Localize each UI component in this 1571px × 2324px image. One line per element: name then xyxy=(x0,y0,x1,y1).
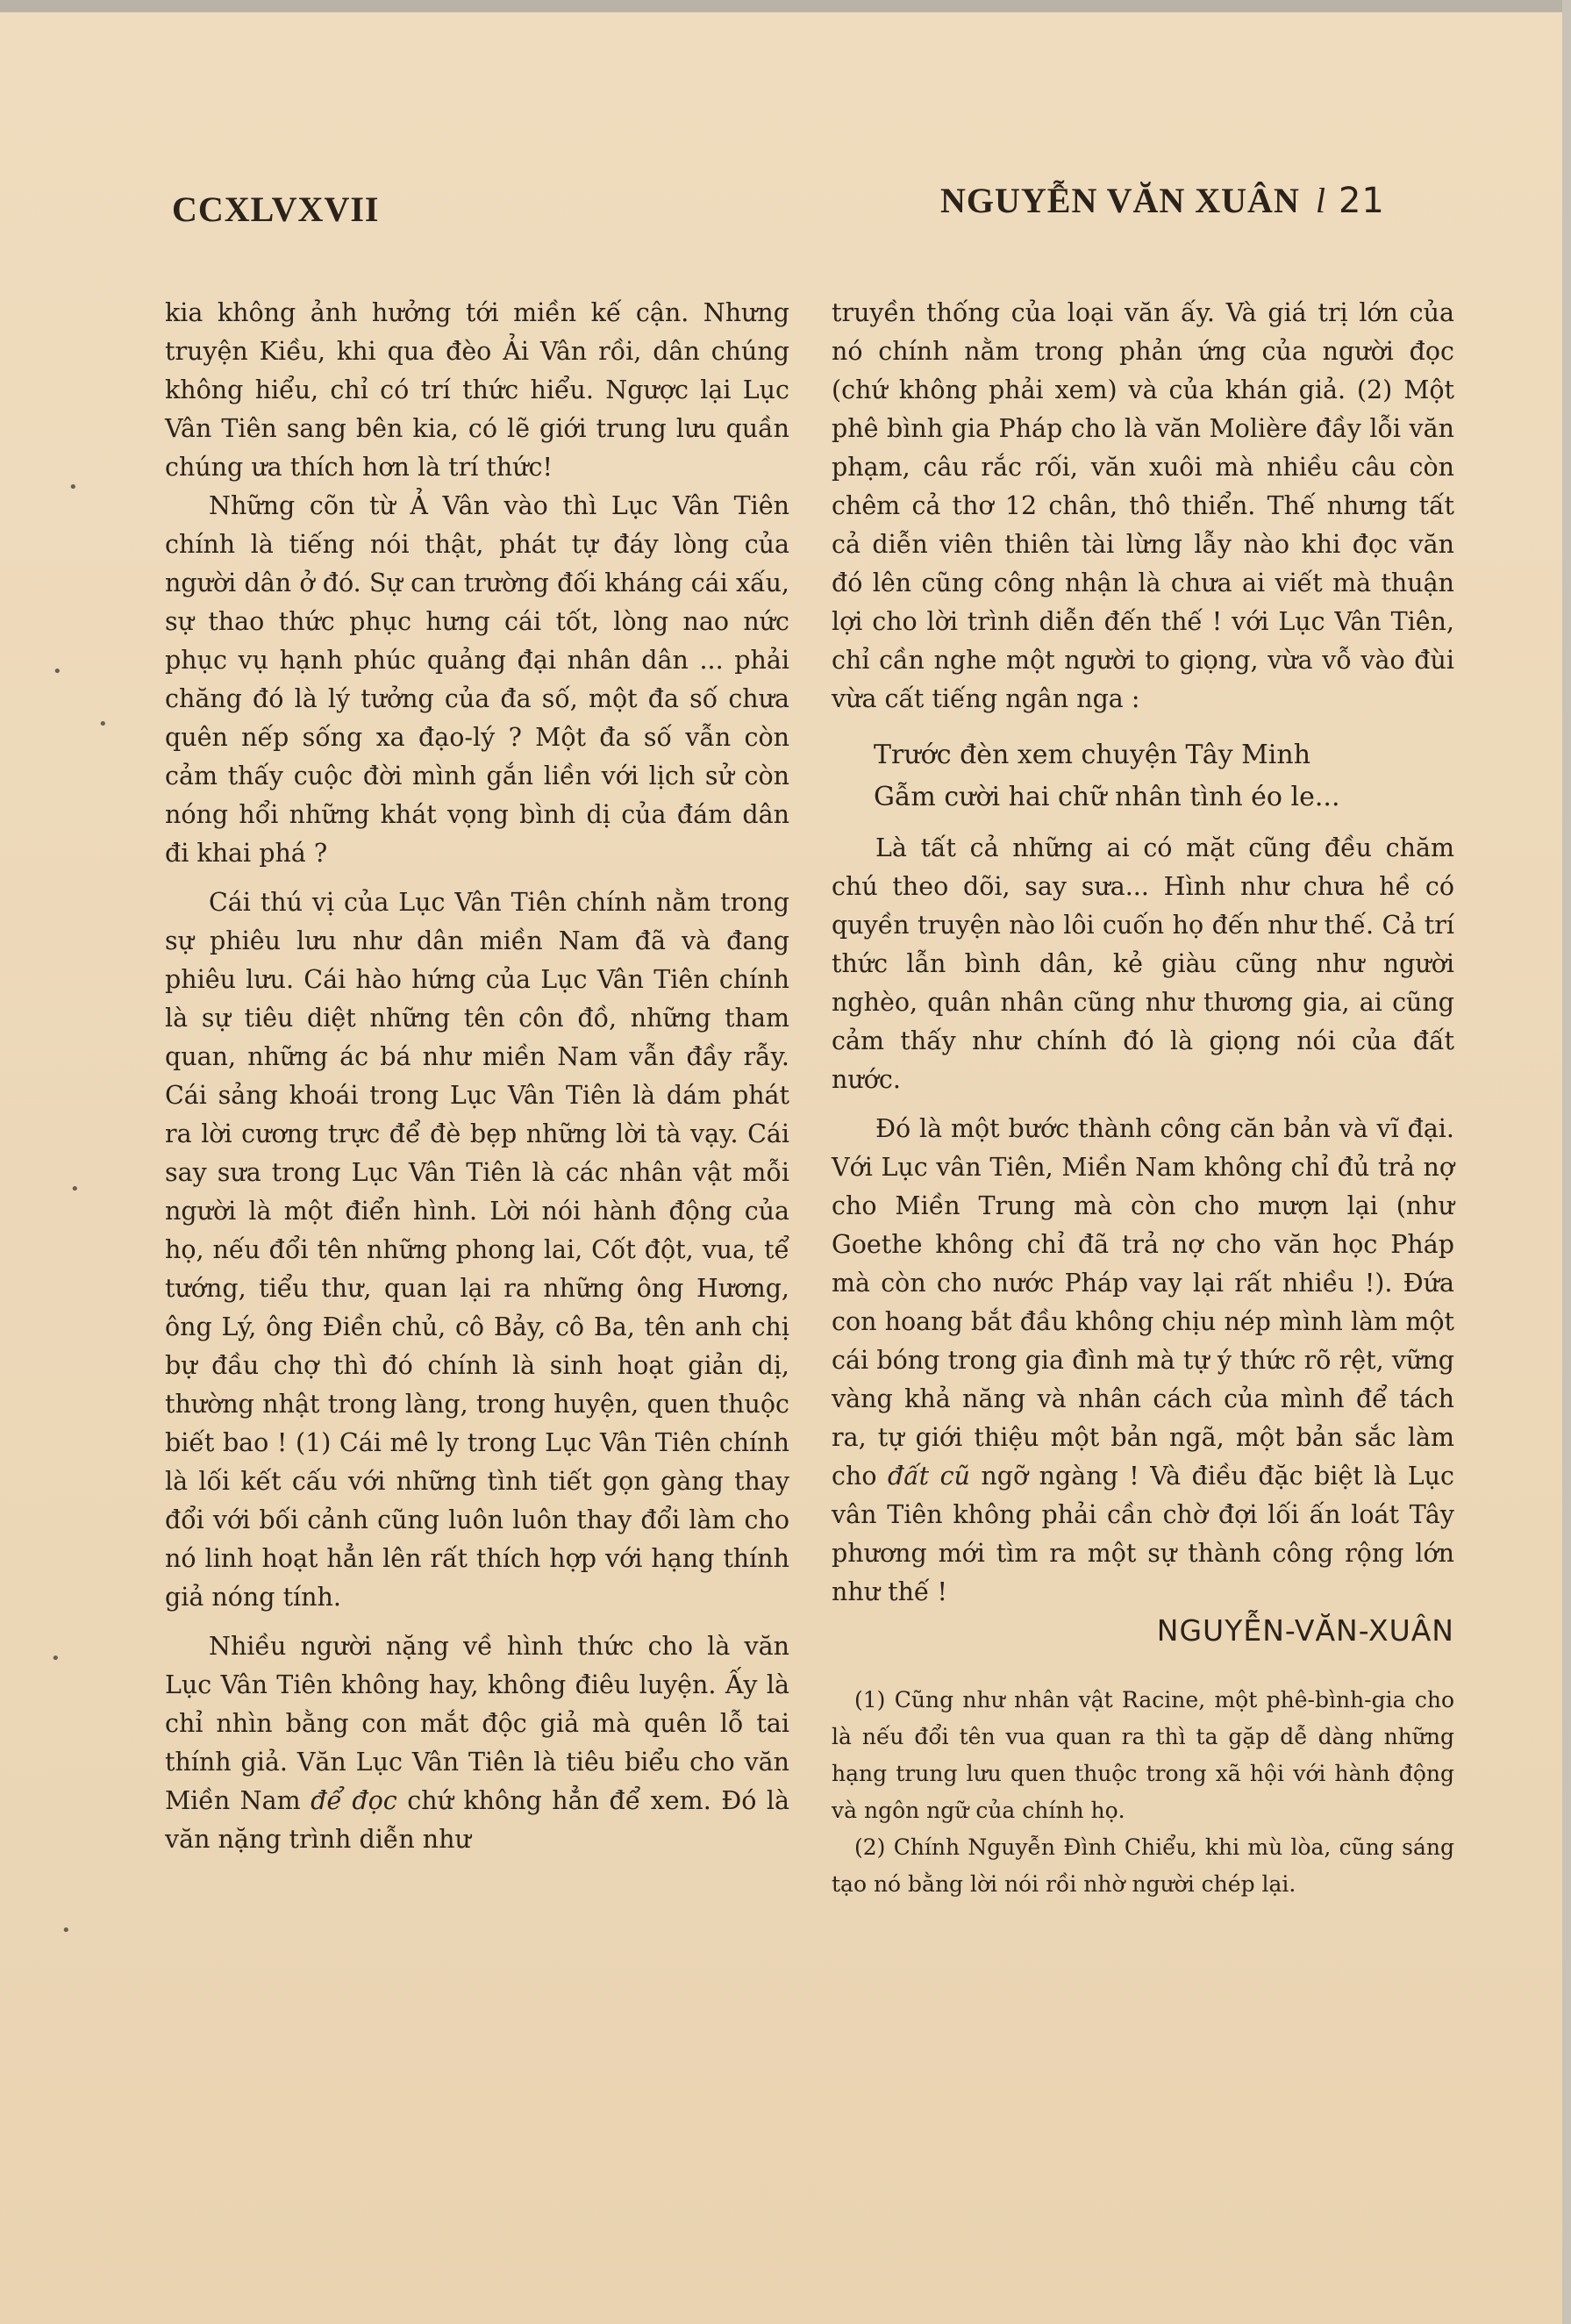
verse-quote xyxy=(874,734,1454,819)
left-column xyxy=(165,294,789,1859)
footnote-2: (2) Chính Nguyễn Đình Chiểu, khi mù lòa, cũng sáng tạo nó bằng lời nói rồi nhờ người chép lại. xyxy=(832,1834,1454,1897)
left-paragraph-4-emphasis: để đọc xyxy=(311,1786,397,1815)
page-header-right xyxy=(940,180,1385,221)
left-paragraph-2: Những cõn từ Ả Vân vào thì Lục Vân Tiên chính là tiếng nói thật, phát tự đáy lòng của người dân ở đó. Sự can trường đối kháng cái xấu, sự thao thức phục hưng cái tốt, lòng nao nức phục vụ hạnh phúc quảng đại nhân dân ... phải chăng đó là lý tưởng của đa số, một đa số chưa quên nếp sống xa đạo-lý ? Một đa số vẫn còn cảm thấy cuộc đời mình gắn liền với lịch sử còn nóng hổi những khát vọng bình dị của đám dân đi khai phá ? xyxy=(165,491,789,868)
right-paragraph-2: Là tất cả những ai có mặt cũng đều chăm chú theo dõi, say sưa... Hình như chưa hề có quyền truyện nào lôi cuốn họ đến như thế. Cả trí thức lẫn bình dân, kẻ giàu cũng như người nghèo, quân nhân cũng như thương gia, ai cũng cảm thấy như chính đó là giọng nói của đất nước. xyxy=(832,833,1454,1094)
scan-speck: • xyxy=(61,1921,71,1940)
footnotes xyxy=(832,1682,1454,1903)
scan-speck: • xyxy=(98,715,108,733)
right-column xyxy=(832,294,1454,1903)
scan-speck: • xyxy=(51,1649,61,1668)
footnote-1: (1) Cũng như nhân vật Racine, một phê-bình-gia cho là nếu đổi tên vua quan ra thì ta gặp dễ dàng những hạng trung lưu quen thuộc trong xã hội với hành động và ngôn ngữ của chính họ. xyxy=(832,1687,1454,1823)
left-paragraph-4-part-b: chứ không hẳn để xem. Đó là văn nặng trình diễn như xyxy=(165,1786,790,1854)
left-paragraph-3: Cái thú vị của Lục Vân Tiên chính nằm trong sự phiêu lưu như dân miền Nam đã và đang phiêu lưu. Cái hào hứng của Lục Vân Tiên chính là sự tiêu diệt những tên côn đồ, những tham quan, những ác bá như miền Nam vẫn đầy rẫy. Cái sảng khoái trong Lục Vân Tiên là dám phát ra lời cương trực để đè bẹp những lời tà vạy. Cái say sưa trong Lục Vân Tiên là các nhân vật mỗi người là một điển hình. Lời nói hành động của họ, nếu đổi tên những phong lai, Cốt đột, vua, tể tướng, tiểu thư, quan lại ra những ông Hương, ông Lý, ông Điền chủ, cô Bảy, cô Ba, tên anh chị bự đầu chợ thì đó chính là sinh hoạt giản dị, thường nhật trong làng, trong huyện, quen thuộc biết bao ! (1) Cái mê ly trong Lục Vân Tiên chính là lối kết cấu với những tình tiết gọn gàng thay đổi với bối cảnh cũng luôn luôn thay đổi làm cho nó linh hoạt hẳn lên rất thích hợp với hạng thính giả nóng tính. xyxy=(165,888,789,1612)
right-paragraph-3-emphasis: đất cũ xyxy=(887,1462,970,1491)
running-title: NGUYỄN VĂN XUÂN xyxy=(940,181,1300,220)
right-paragraph-3-part-a: Đó là một bước thành công căn bản và vĩ đại. Với Lục vân Tiên, Miền Nam không chỉ đủ trả nợ cho Miền Trung mà còn cho mượn lại (như Goethe không chỉ đã trả nợ cho văn học Pháp mà còn cho nước Pháp vay lại rất nhiều !). Đứa con hoang bắt đầu không chịu nép mình làm một cái bóng trong gia đình mà tự ý thức rõ rệt, vững vàng khả năng và nhân cách của mình để tách ra, tự giới thiệu một bản ngã, một bản sắc làm cho xyxy=(832,1114,1454,1491)
scan-edge-right xyxy=(1562,0,1571,2324)
scan-speck: • xyxy=(68,478,78,497)
page-header-left: CCXLVXVII xyxy=(172,189,380,229)
scan-speck: • xyxy=(70,1180,80,1198)
scan-speck: • xyxy=(53,662,62,681)
right-paragraph-1: truyền thống của loại văn ấy. Và giá trị lớn của nó chính nằm trong phản ứng của người đọc (chứ không phải xem) và của khán giả. (2) Một phê bình gia Pháp cho là văn Molière đầy lỗi văn phạm, câu rắc rối, văn xuôi mà nhiều câu còn chêm cả thơ 12 chân, thô thiển. Thế nhưng tất cả diễn viên thiên tài lừng lẫy nào khi đọc văn đó lên cũng công nhận là chưa ai viết mà thuận lợi cho lời trình diễn đến thế ! với Lục Vân Tiên, chỉ cần nghe một người to giọng, vừa vỗ vào đùi vừa cất tiếng ngân nga : xyxy=(832,298,1454,713)
verse-line-2: Gẫm cười hai chữ nhân tình éo le... xyxy=(874,782,1340,812)
author-signature: NGUYỄN-VĂN-XUÂN xyxy=(1156,1613,1454,1648)
left-paragraph-1: kia không ảnh hưởng tới miền kế cận. Nhưng truyện Kiều, khi qua đèo Ải Vân rồi, dân chúng không hiểu, chỉ có trí thức hiểu. Ngược lại Lục Vân Tiên sang bên kia, có lẽ giới trung lưu quần chúng ưa thích hơn là trí thức! xyxy=(165,298,789,482)
page-number: 21 xyxy=(1338,181,1385,221)
header-separator: l xyxy=(1315,181,1326,220)
left-paragraph-4-part-a: Nhiều người nặng về hình thức cho là văn Lục Vân Tiên không hay, không điêu luyện. Ấy là chỉ nhìn bằng con mắt độc giả mà quên lỗ tai thính giả. Văn Lục Vân Tiên là tiêu biểu cho văn Miền Nam xyxy=(165,1632,789,1815)
right-paragraph-3-part-b: ngỡ ngàng ! Và điều đặc biệt là Lục vân Tiên không phải cần chờ đợi lối ấn loát Tây phương mới tìm ra một sự thành công rộng lớn như thế ! xyxy=(832,1462,1454,1606)
scan-edge-top xyxy=(0,0,1571,12)
right-paragraph-3 xyxy=(832,1110,1454,1612)
left-paragraph-4 xyxy=(165,1627,789,1859)
verse-line-1: Trước đèn xem chuyện Tây Minh xyxy=(874,740,1311,770)
